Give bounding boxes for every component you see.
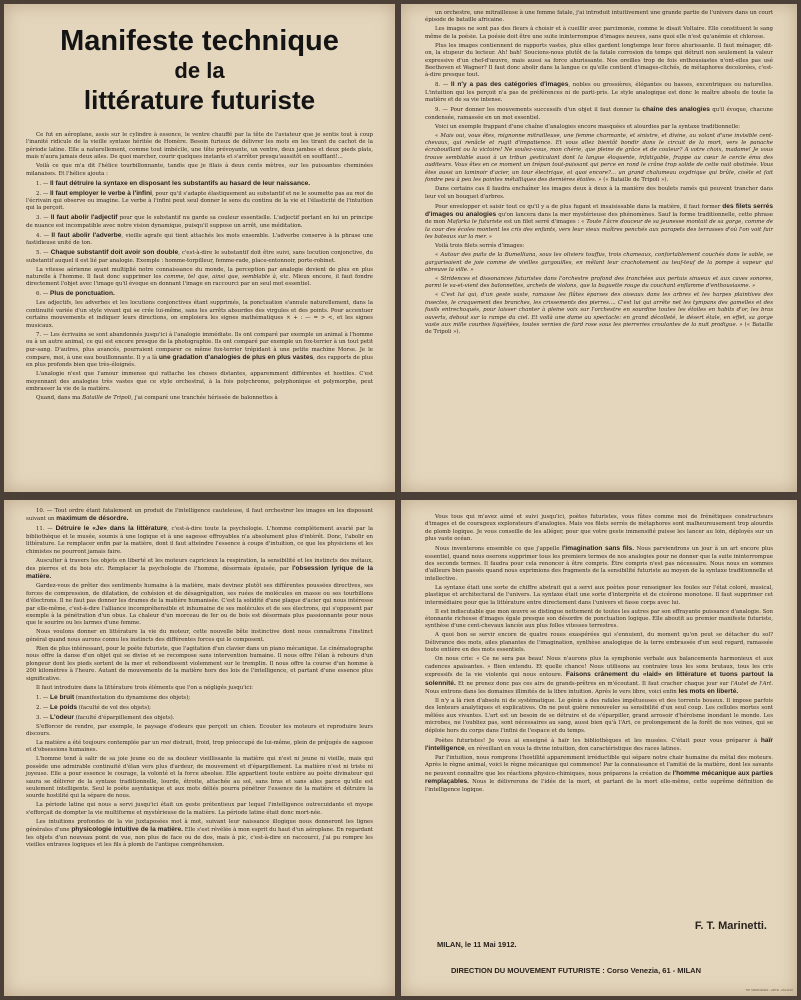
paragraph: « Mais oui, vous êtes, mignonne mitrailleuse, une femme charmante, et sinistre, et divine, au volant d'une invisible cent-chevaux, qui renâcle et rugit d'impatience. Et vous allez bientôt bondir dans le circuit de la mort, vers le panache écrabouillant ou la victoire! Ne voulez-vous, mon chérie, que pleine de grâce et de couleur? A votre choix, madame! Je vous trouve semblable aussi à un tribun gesticulant dont la langue éloquente, infatigable, frappe au cœur le cercle ému des auditeurs. Vous êtes en ce moment un trépan tout-puissant qui perce en rond le crâne trop solide de cette nuit obstinée. Vous êtes aussi un laminoir d'acier, un tour électrique, et quoi encore?... un grand chalumeau oxydrique qui brûle, cisèle et fait fondre peu à peu les pointes métalliques des dernières étoiles. » (« Bataille de Tripoli »). [425, 132, 773, 184]
paragraph: Rien de plus intéressant, pour le poète futuriste, que l'agitation d'un clavier dans un piano mécanique. Le cinématographe nous offre la danse d'un objet qui se divise et se recompose sans intervention humaine. Il nous offre l'élan à rebours d'un plongeur dont les pieds sortent de la mer et rebondissent violemment sur le tremplin. Il nous offre la course d'un homme à 200 kilomètres à l'heure. Autant de mouvements de la matière hors des lois de l'intelligence, et partant d'une essence plus significative. [26, 645, 373, 682]
paragraph: Pour envelopper et saisir tout ce qu'il y a de plus fugant et insaisissable dans la matière, il faut former des filets serrés d'images ou analogies qu'on lancera dans la mer mystérieuse des phénomènes. Sauf la forme traditionnelle, cette phrase de mon Mafarka le futuriste est un filet serré d'images : « Toute l'âcre douceur de sa jeunesse montait de sa gorge, comme de la cour des écoles montent les cris des enfants, vers leur vieux maîtres penchés aux parapets des terrasses d'où l'on voit fuir les bateaux sur la mer. » [425, 202, 773, 241]
paragraph: La syntaxe était une sorte de chiffre abstrait qui a servi aux poètes pour renseigner les foules sur l'état coloré, musical, plastique et architectural de l'univers. La syntaxe était une sorte d'interprète et de cicérone monotone. Il faut supprimer cet intermédiaire pour que la littérature entre directement dans l'univers et fasse corps avec lui. [425, 584, 773, 606]
paragraph: 4. — Il faut abolir l'adverbe, vieille agrafe qui tient attachés les mots ensemble. L'adverbe conserve à la phrase une fastidieuse unité de ton. [26, 231, 373, 247]
manifesto-page-3 [4, 500, 395, 996]
paragraph: Dans certains cas il faudra enchaîner les images deux à deux à la manière des boulets ramés qui peuvent trancher dans leur vol un bouquet d'arbres. [425, 186, 773, 200]
paragraph: Les adjectifs, les adverbes et les locutions conjonctives étant supprimés, la ponctuation s'annule naturellement, dans la continuité variée d'un style vivant qui se crée lui-même, sans les arrêts absurdes des virgules et des points. Pour accentuer certains mouvements et indiquer leurs directions, on emploiera les signes mathématiques × + : — = > <, et les signes musicaux. [26, 300, 373, 329]
paragraph: 7. — Les écrivains se sont abandonnés jusqu'ici à l'analogie immédiate. Ils ont comparé par exemple un animal à l'homme ou à un autre animal, ce qui est encore presque de la photographie. Ils ont comparé par exemple un fox-terrier à un tout petit pur-sang. D'autres, plus avancés, pourraient comparer ce même fox-terrier trépidant à une petite machine Morse. Je le compare, moi, à une eau bouillonnante. Il y a là une gradation d'analogies de plus en plus vastes, des rapports de plus en plus profonds bien que très-éloignés. [26, 331, 373, 369]
page-1-body [26, 132, 373, 403]
paragraph: Voilà ce que m'a dit l'hélice tourbillonnante, tandis que je filais à deux cents mètres, sur les puissantes cheminées milanaises. Et l'hélice ajouta : [26, 163, 373, 177]
paragraph: un orchestre, une mitrailleuse à une femme fatale, j'ai introduit intuitivement une grande partie de l'univers dans un court épisode de bataille africaine. [425, 10, 773, 24]
paragraph: Par l'intuition, nous romprons l'hostilité apparemment irréductible qui sépare notre chair humaine du métal des moteurs. Après le règne animal, voici le règne mécanique qui commence! Par la connaissance et l'amitié de la matière, dont les savants ne peuvent connaître que les réactions physico-chimiques, nous préparons la création de l'homme mécanique aux parties remplaçables. Nous le délivrerons de l'idée de la mort, et partant de la mort elle-même, cette suprême définition de l'intelligence logique. [425, 754, 773, 793]
paragraph: La matière a été toujours contemplée par un moi distrait, froid, trop préoccupé de lui-même, plein de préjugés de sagesse et d'obsessions humaines. [26, 739, 374, 754]
paragraph: 1. — Il faut détruire la syntaxe en disposant les substantifs au hasard de leur naissance. [36, 179, 311, 187]
page-3-body [26, 508, 373, 849]
manifesto-page-4 [401, 500, 797, 996]
paragraph: 8. — Il n'y a pas des catégories d'images, nobles ou grossières, élégantes ou basses, excentriques ou naturelles. L'intuition qui les perçoit n'a pas de préférences ni de parti-pris. Le style analogique est donc le maître absolu de toute la matière et de sa vie intense. [425, 81, 773, 104]
paragraph: 10. — Tout ordre étant fatalement un produit de l'intelligence cauteleuse, il faut orchestrer les images en les disposant suivant un maximum de désordre. [26, 508, 373, 523]
page-2-body [425, 10, 773, 337]
paragraph: 1. — Le bruit (manifestation du dynamisme des objets); [36, 693, 191, 701]
paragraph: « Autour des puits de la Bumelliana, sous les oliviers touffus, trois chameaux, confortablement couchés dans le sable, se gargarisaient de joie comme de vieilles gargouilles, en mêlant leur crachotement au teuf-teuf de la pompe à vapeur qui abreuve la ville. » [425, 252, 773, 273]
paragraph: Poètes futuristes! Je vous ai enseigné à haïr les bibliothèques et les musées. C'était pour vous préparer à haïr l'intelligence, en réveillant en vous la divine intuition, don caractéristique des races latines. [425, 736, 773, 752]
direction-address: DIRECTION DU MOUVEMENT FUTURISTE : Corso Venezia, 61 - MILAN [451, 966, 702, 975]
paragraph: « C'est lui qui, d'un geste vaste, ramasse les flûtes éparses des oiseaux dans les arbres et les harpes plaintives des insectes, le craquement des branches, les crissements des pierres.... C'est lui qui arrête net les tympans des gamelles et des fusils entrechoqués, pour laisser chanter à pleine voix sur l'orchestre en sourdine toutes les étoiles en habits d'or, les bras ouverts, debout sur la rampe du ciel. Et voilà une dame au spectacle: en grand décolleté, le désert étale, en effet, sa gorge vaste aux mille courbes liquéfiées, toutes vernies de fard rose sous les pierreries croulantes de la nuit prodigue. » (« Bataille de Tripoli »). [425, 292, 773, 336]
paragraph: 3. — L'odeur (faculté d'éparpillement des objets). [36, 713, 175, 721]
title-line-1: Manifeste technique [60, 25, 339, 57]
paragraph: Voilà trois filets serrés d'images: [435, 243, 525, 250]
paragraph: L'homme tend à salir de sa joie jeune ou de sa douleur vieillissante la matière qui n'est ni jeune ni vieille, mais qui possède une admirable continuité d'élan vers plus d'ardeur, de mouvement et d'éparpillement. La matière n'est ni triste ni joyeuse. Elle a pour essence le courage, la volonté et la force absolue. Elle appartient toute entière au poète divinateur qui saura se délivrer de la syntaxe traditionnelle, lourde, étroite, attachée au sol, sans bras et sans ailes parce qu'elle est seulement intelligente. Seul le poète asyntaxique et aux mots déliés pourra pénétrer l'essence de la matière et détruire la sourde hostilité qui la sépare de nous. [26, 756, 373, 800]
date-line: MILAN, le 11 Mai 1912. [437, 940, 517, 949]
paragraph: Plus les images contiennent de rapports vastes, plus elles gardent longtemps leur force ahurissante. Il faut ménager, dit-on, la stupeur du lecteur. Ah! bah! Soucions-nous plutôt de la fatale corrosion du temps qui détruit non seulement la valeur expressive d'un chef-d'œuvre, mais aussi sa force ahurissante. Nos oreilles trop de fois enthousiastes n'ont-elles pas usé Beethoven et Wagner? Il faut donc abolir dans la langue ce qu'elle contient d'images-clichés, de métaphores decolorées, c'est-à-dire presque tout. [425, 42, 773, 79]
manifesto-page-1 [4, 4, 395, 492]
paragraph: 9. — Pour donner les mouvements successifs d'un objet il faut donner la chaîne des analogies qu'il évoque, chacune condensée, ramassée en un mot essentiel. [425, 106, 773, 121]
paragraph: La période latine qui nous a servi jusqu'ici était un geste prétentieux par lequel l'intelligence outrecuidante et myope s'efforçait de dompter la vie multiforme et mystérieuse de la matière. La période latine était donc mort-née. [26, 802, 373, 816]
paragraph: Ce fut en aéroplane, assis sur le cylindre à essence, le ventre chauffé par la tête de l'aviateur que je sentis tout à coup l'inanité ridicule de la vieille syntaxe héritée de Homère. Besoin furieux de délivrer les mots en les tirant du cachot de la période latine. Elle a naturellement, comme tout imbécile, une tête prévoyante, un ventre, deux jambes et deux pieds plats, mais n'aura jamais deux ailes. De quoi marcher, courir quelques instants et s'arrêter presqu'aussitôt en soufflant!... [26, 132, 373, 161]
paragraph: Il faut introduire dans la littérature trois éléments que l'on a négligés jusqu'ici: [36, 684, 253, 691]
paragraph: S'efforcer de rendre, par exemple, le paysage d'odeurs que perçoit un chien. Ecouter les moteurs et reproduire leurs discours. [26, 723, 373, 737]
paragraph: Les intuitions profondes de la vie juxtaposées mot à mot, suivant leur naissance illogique nous donneront les lignes générales d'une physicologie intuitive de la matière. Elle s'est révélée à mon esprit du haut d'un aéroplane. En regardant les objets d'un nouveau point de vue, non plus de face ou de dos, mais à pic, c'est-à-dire en raccourci, j'ai pu rompre les vieilles entraves logiques et les fils à plomb de l'antique compréhension. [26, 818, 373, 848]
signature-block [401, 500, 797, 996]
paragraph: Quand, dans ma Bataille de Tripoli, j'ai comparé une tranchée hérissée de baïonnettes à [36, 395, 278, 402]
paragraph: 5. — Chaque substantif doit avoir son double, c'est-à-dire le substantif doit être suivi, sans locution conjonctive, du substantif auquel il est lié par analogie. Exemple : homme-torpilleur, femme-rade, place-entonnoir, porte-robinet. [26, 249, 373, 264]
paragraph: Vous tous qui m'avez aimé et suivi jusqu'ici, poètes futuristes, vous fûtes comme moi de frénétiques constructeurs d'images et de courageux explorateurs d'analogies. Mais vos filets serrés de métaphores sont malheureusement trop alourdis de plomb logique. Je vous conseille de les alléger, pour que votre geste immensifié puisse les lancer au loin, déployés sur un plus vaste océan. [425, 514, 773, 543]
paragraph: Les images ne sont pas des fleurs à choisir et à cueillir avec parcimonie, comme le disait Voltaire. Elle constituent le sang même de la poésie. La poésie doit être une suite ininterrompue d'images neuves, sans quoi elle n'est qu'anémie et chlorose. [425, 26, 773, 40]
paragraph: Il est indiscutable que mon œuvre se distingue nettement de toutes les autres par son effrayante puissance d'analogie. Son étonnante richesse d'images égale presque son désordre de ponctuation logique. Elle aboutit au premier manifeste futuriste, synthèse d'une cent-chevaux lancée aux plus folles vitesses terrestres. [425, 608, 773, 630]
printer-mark: TIP. MERCEDES - ARTE - MILANO [745, 988, 793, 992]
paragraph: Voici un exemple frappant d'une chaîne d'analogies encore masquées et alourdies par la syntaxe traditionnelle: [435, 123, 741, 130]
paragraph: On nous crie: « Ce ne sera pas beau! Nous n'aurons plus la symphonie verbale aux balancements harmonieux et aux cadences apaisantes. » Bien entendu. Et quelle chance! Nous utilisons au contraire tous les sons brutaux, tous les cris expressifs de la vie violente qui nous entoure. Faisons crânement du «laid» en littérature et tuons partout la solennité. Et ne prenez donc pas ces airs de grands-prêtres en m'écoutant. Il faut cracher chaque jour sur l'Autel de l'Art. Nous entrons dans les domaines illimités de la libre intuition. Après le vers libre, voici enfin les mots en liberté. [425, 656, 773, 695]
paragraph: 11. — Détruire le «Je» dans la littérature, c'est-à-dire toute la psychologie. L'homme complètement avarié par la bibliothèque et le musée, soumis à une logique et à une sagesse effroyables n'a absolument plus d'intérêt. Donc, l'abolir en littérature. Le remplacer enfin par la matière, dont il faut atteindre l'essence à coups d'intuition, ce que les physiciens et les chimistes ne pourront jamais faire. [26, 525, 374, 555]
paragraph: 2. — Il faut employer le verbe à l'infini, pour qu'il s'adapte élastiquement au substantif et ne le soumette pas au moi de l'écrivain qui observe ou imagine. Le verbe à l'infini peut seul donner le sens du continu de la vie et l'élasticité de l'intuition qui la perçoit. [26, 189, 374, 212]
title-line-2: de la [174, 58, 225, 83]
manifesto-page-2 [401, 4, 797, 492]
paragraph: « Stridences et dissonances futuristes dans l'orchestre profond des tranchées aux pertuis sinueux et aux caves sonores, parmi le va-et-vient des baïonnettes, archets de violons, que la baguette rouge du couchant enflamme d'enthousiasme. » [425, 275, 773, 290]
paragraph: La vitesse aérienne ayant multiplié notre connaissance du monde, la perception par analogie devient de plus en plus naturelle à l'homme. Il faut donc supprimer les comme, tel que, ainsi que, semblable à, etc. Mieux encore, il faut fondre directement l'objet avec l'image qu'il évoque en donnant l'image en raccourci par un seul mot essentiel. [26, 266, 373, 288]
paragraph: 3. — Il faut abolir l'adjectif pour que le substantif nu garde sa couleur essentielle. L'adjectif portant en lui un principe de nuance est incompatible avec notre vision dynamique, puisqu'il suppose un arrêt, une méditation. [26, 214, 373, 229]
paragraph: 2. — Le poids (faculté de vol des objets); [36, 703, 152, 711]
paragraph: Nous voulons donner en littérature la vie du moteur, cette nouvelle bête instinctive dont nous connaîtrons l'instinct général quand nous aurons connu les instincts des différentes forces qui le composent. [26, 629, 373, 643]
paragraph: Il n'y a là rien d'absolu ni de systématique. Le génie a des rafales impétueuses et des torrents boueux. Il impose parfois des lenteurs analytiques et explicatives. On ne peut guère renouveler sa sensibilité d'un seul coup. Les cellules mortes sont mêlées aux vivantes. L'art est un besoin de se détruire et de s'éparpiller, grand arrosoir d'héroïsme inondant le monde. Les microbes, ne l'oubliez pas, sont nécessaires au sang, aussi bien qu'à l'Art, ce prolongement de la forêt de nos veines, qui se déploie hors du corps dans l'infini de l'espace et du temps. [425, 697, 773, 734]
paragraph: A quoi bon se servir encore de quatre roues exaspérées qui s'ennuient, du moment qu'on peut se détacher du sol? Délivrance des mots, ailes planantes de l'imagination, synthèse analogique de la terre embrassée d'un seul regard, ramassée toute entière en des mots essentiels. [425, 632, 773, 654]
paragraph: Gardez-vous de prêter des sentiments humains à la matière, mais devinez plutôt ses différentes poussées directives, ses forces de compression, de dilatation, de cohésion et de désagrégation, ses ruées de molécules en masse ou ses tourbillons d'électrons. Il ne faut pas donner les drames de la matière humanisée. C'est la solidité d'une plaque d'acier qui nous intéresse par elle-même, c'est-à-dire l'alliance incompréhensible et inhumaine de ses molécules et de ses électrons, qui s'opposent par exemple à la pénétration d'un obus. La chaleur d'un morceau de fer ou de bois est désormais plus passionnante pour nous que le sourire ou les larmes d'une femme. [26, 583, 373, 627]
paragraph: Nous inventerons ensemble ce que j'appelle l'imagination sans fils. Nous parviendrons un jour à un art encore plus essentiel, quand nous oserons supprimer tous les premiers termes de nos analogies pour ne donner que la suite ininterrompue des seconds termes. Il faudra pour cela renoncer à être compris. Être compris n'est pas nécessaire. Nous nous en sommes d'ailleurs bien passés quand nous exprimions des fragments de la sensibilité futuriste au moyen de la syntaxe traditionnelle et intellective. [425, 545, 773, 582]
title-line-3: littérature futuriste [83, 85, 316, 115]
paragraph: L'analogie n'est que l'amour immense qui rattache les choses distantes, apparemment différentes et hostiles. C'est moyennant des analogies très vastes que ce style orchestral, à la fois polychrome, polyphonique et polymorphe, peut embrasser la vie de la matière. [26, 371, 373, 393]
paragraph: 6. — Plus de ponctuation. [36, 290, 115, 298]
paragraph: Ausculter à travers les objets en liberté et les moteurs capricieux la respiration, la sensibilité et les instincts des métaux, des pierres et du bois etc. Remplacer la psychologie de l'homme, désormais épuisée, par l'obsession lyrique de la matière. [26, 557, 373, 581]
signature: F. T. Marinetti. [694, 920, 767, 932]
